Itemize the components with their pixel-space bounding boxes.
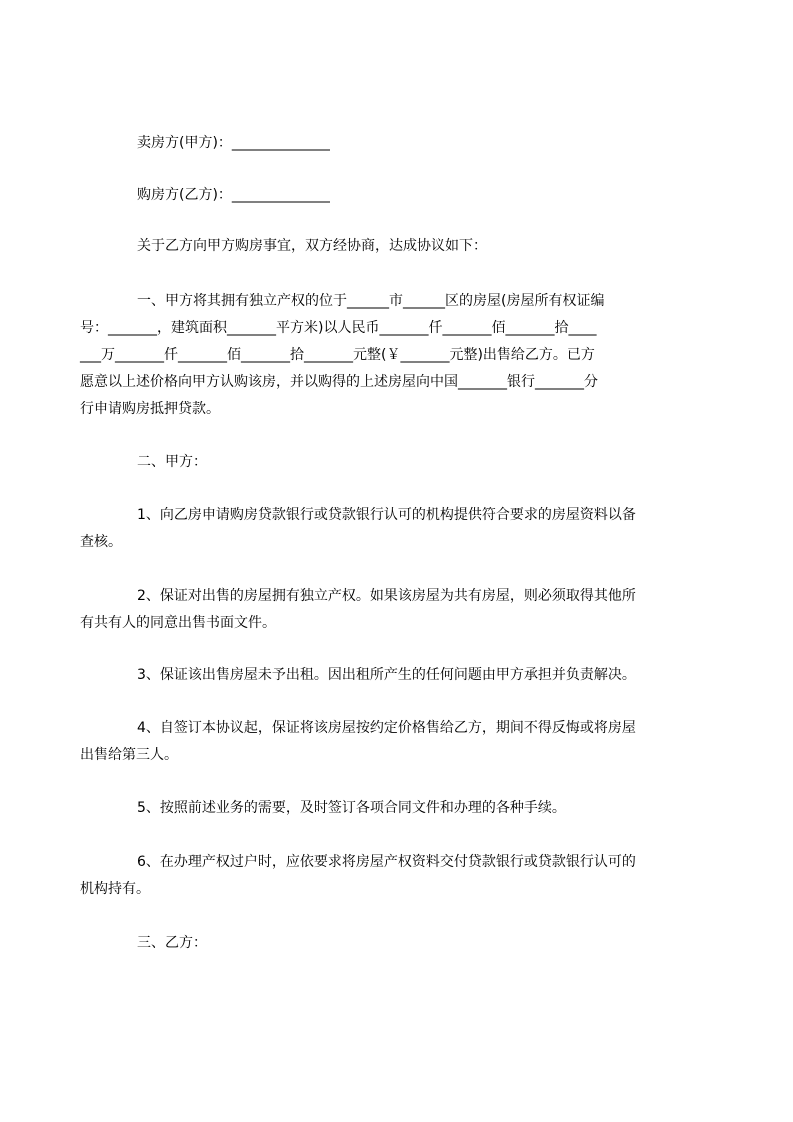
clause1-line: 愿意以上述价格向甲方认购该房，并以购得的上述房屋向中国_______银行_______分 [80,374,598,390]
clause1-line: 行申请购房抵押贷款。 [80,401,220,417]
item2-line: 2、保证对出售的房屋拥有独立产权。如果该房屋为共有房屋，则必须取得其他所 [137,588,636,604]
item4-line: 出售给第三人。 [80,747,178,763]
item5-line: 5、按照前述业务的需要，及时签订各项合同文件和办理的各种手续。 [137,800,566,816]
item2-line: 有共有人的同意出售书面文件。 [80,615,276,631]
item1-line: 查核。 [80,534,122,550]
item3-line: 3、保证该出售房屋未予出租。因出租所产生的任何问题由甲方承担并负责解决。 [137,667,636,683]
item4-line: 4、自签订本协议起，保证将该房屋按约定价格售给乙方，期间不得反悔或将房屋 [137,720,636,736]
clause1-line: 号：_______，建筑面积_______平方米)以人民币_______仟_______佰_______拾____ [80,320,597,336]
section2-title: 二、甲方： [137,454,207,470]
buyer-line: 购房方(乙方)：______________ [137,187,330,203]
item6-line: 6、在办理产权过户时，应依要求将房屋产权资料交付贷款银行或贷款银行认可的 [137,854,636,870]
seller-line: 卖房方(甲方)：______________ [137,135,330,151]
clause1-line: 一、甲方将其拥有独立产权的位于______市______区的房屋(房屋所有权证编 [137,293,605,309]
section3-title: 三、乙方： [137,935,207,951]
clause1-line: ___万_______仟_______佰_______拾_______元整(￥_______元整)出售给乙方。已方 [80,347,595,363]
item6-line: 机构持有。 [80,881,150,897]
item1-line: 1、向乙房申请购房贷款银行或贷款银行认可的机构提供符合要求的房屋资料以备 [137,507,636,523]
intro-line: 关于乙方向甲方购房事宜，双方经协商，达成协议如下： [137,238,487,254]
